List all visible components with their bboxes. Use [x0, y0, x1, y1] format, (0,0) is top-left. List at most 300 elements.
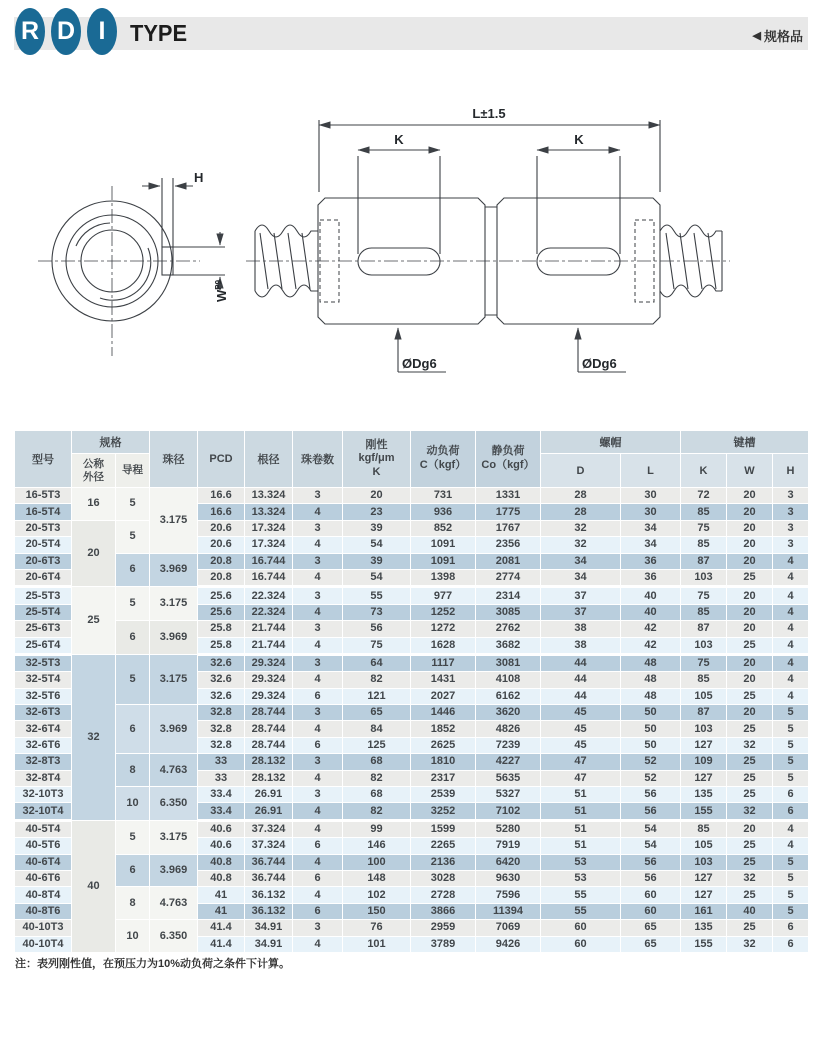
col-header-nut: 螺帽 [541, 431, 681, 454]
rigidity-cell: 84 [343, 721, 411, 737]
table-row [15, 820, 809, 837]
c-cell: 1628 [411, 637, 476, 654]
co-cell: 1767 [476, 520, 541, 536]
co-cell: 5635 [476, 770, 541, 786]
ball-dia-cell: 3.175 [150, 654, 198, 704]
circuits-cell: 4 [293, 569, 343, 586]
kw-cell: 40 [727, 903, 773, 919]
l-cell: 30 [621, 504, 681, 520]
circuits-cell: 4 [293, 721, 343, 737]
table-row [15, 587, 809, 604]
col-header-l: L [621, 454, 681, 488]
co-cell: 3085 [476, 604, 541, 620]
co-cell: 6162 [476, 688, 541, 704]
model-cell: 32-8T3 [15, 754, 72, 770]
l-cell: 40 [621, 587, 681, 604]
kw-cell: 20 [727, 504, 773, 520]
root-cell: 34.91 [245, 920, 293, 936]
circuits-cell: 3 [293, 787, 343, 803]
spec-table-head [15, 431, 809, 488]
rigidity-cell: 121 [343, 688, 411, 704]
co-cell: 11394 [476, 903, 541, 919]
ball-dia-cell: 6.350 [150, 787, 198, 821]
rigidity-cell: 75 [343, 637, 411, 654]
outer-dia-cell: 20 [72, 520, 116, 587]
model-cell: 20-6T4 [15, 569, 72, 586]
c-cell: 1252 [411, 604, 476, 620]
rigidity-cell: 73 [343, 604, 411, 620]
root-cell: 36.132 [245, 887, 293, 903]
kw-cell: 32 [727, 870, 773, 886]
k-cell: 87 [681, 553, 727, 569]
circuits-cell: 3 [293, 754, 343, 770]
kw-cell: 25 [727, 770, 773, 786]
c-cell: 1599 [411, 820, 476, 837]
rigidity-cell: 82 [343, 770, 411, 786]
k-cell: 103 [681, 637, 727, 654]
c-cell: 1852 [411, 721, 476, 737]
k-cell: 75 [681, 654, 727, 671]
col-header-root-dia: 根径 [245, 431, 293, 488]
k-cell: 109 [681, 754, 727, 770]
model-cell: 20-5T3 [15, 520, 72, 536]
circuits-cell: 4 [293, 803, 343, 820]
logo-letter-r: R [15, 8, 45, 55]
k-cell: 85 [681, 820, 727, 837]
model-cell: 40-6T4 [15, 854, 72, 870]
model-cell: 32-5T6 [15, 688, 72, 704]
d-cell: 44 [541, 672, 621, 688]
d-cell: 37 [541, 587, 621, 604]
rigidity-cell: 146 [343, 838, 411, 854]
d-cell: 45 [541, 705, 621, 721]
k-cell: 85 [681, 537, 727, 553]
co-cell: 4108 [476, 672, 541, 688]
col-header-w: W [727, 454, 773, 488]
lead-cell: 8 [116, 887, 150, 920]
k-dimension-left [358, 150, 440, 254]
l-cell: 36 [621, 553, 681, 569]
pcd-cell: 16.6 [198, 488, 245, 504]
spec-category-tag [753, 26, 803, 45]
pcd-cell: 20.6 [198, 520, 245, 536]
pcd-cell: 32.8 [198, 721, 245, 737]
k-cell: 103 [681, 721, 727, 737]
d-cell: 28 [541, 504, 621, 520]
co-cell: 5280 [476, 820, 541, 837]
table-row [15, 488, 809, 504]
pcd-cell: 20.6 [198, 537, 245, 553]
c-cell: 1091 [411, 553, 476, 569]
co-cell: 7596 [476, 887, 541, 903]
kw-cell: 25 [727, 721, 773, 737]
model-cell: 20-5T4 [15, 537, 72, 553]
page-title: TYPE [130, 20, 188, 46]
w-cell: 4 [773, 637, 809, 654]
lead-cell: 10 [116, 920, 150, 953]
d-cell: 51 [541, 838, 621, 854]
kw-cell: 25 [727, 637, 773, 654]
d-cell: 55 [541, 903, 621, 919]
root-cell: 28.744 [245, 705, 293, 721]
d-cell: 32 [541, 537, 621, 553]
table-row [15, 920, 809, 936]
w-cell: 4 [773, 688, 809, 704]
kw-cell: 20 [727, 672, 773, 688]
rigidity-cell: 125 [343, 737, 411, 753]
w-cell: 5 [773, 903, 809, 919]
ball-dia-cell: 6.350 [150, 920, 198, 953]
ball-dia-cell: 4.763 [150, 887, 198, 920]
co-cell: 7239 [476, 737, 541, 753]
w-cell: 5 [773, 721, 809, 737]
pcd-cell: 40.8 [198, 854, 245, 870]
rigidity-cell: 39 [343, 520, 411, 536]
circuits-cell: 3 [293, 520, 343, 536]
rigidity-cell: 55 [343, 587, 411, 604]
l-cell: 48 [621, 672, 681, 688]
rigidity-cell: 20 [343, 488, 411, 504]
w-cell: 4 [773, 621, 809, 637]
lead-cell: 8 [116, 754, 150, 787]
pcd-cell: 41.4 [198, 936, 245, 952]
w-cell: 5 [773, 887, 809, 903]
model-cell: 40-10T3 [15, 920, 72, 936]
model-cell: 16-5T3 [15, 488, 72, 504]
k-cell: 85 [681, 672, 727, 688]
pcd-cell: 20.8 [198, 553, 245, 569]
kw-cell: 25 [727, 854, 773, 870]
col-header-pcd: PCD [198, 431, 245, 488]
circuits-cell: 6 [293, 870, 343, 886]
table-row [15, 787, 809, 803]
d-cell: 51 [541, 787, 621, 803]
rigidity-cell: 54 [343, 569, 411, 586]
root-cell: 36.744 [245, 870, 293, 886]
circuits-cell: 4 [293, 504, 343, 520]
model-cell: 32-5T3 [15, 654, 72, 671]
d-cell: 53 [541, 870, 621, 886]
l-cell: 50 [621, 737, 681, 753]
w-cell: 5 [773, 854, 809, 870]
circuits-cell: 4 [293, 854, 343, 870]
root-cell: 22.324 [245, 604, 293, 620]
ball-dia-cell: 3.969 [150, 621, 198, 655]
outer-dia-cell: 40 [72, 820, 116, 952]
rigidity-cell: 54 [343, 537, 411, 553]
rigidity-cell: 82 [343, 672, 411, 688]
ball-dia-cell: 3.175 [150, 820, 198, 854]
k-cell: 85 [681, 504, 727, 520]
left-triangle-icon: ◀ [752, 30, 761, 42]
outer-dia-cell: 16 [72, 488, 116, 521]
table-row [15, 621, 809, 637]
lead-cell: 5 [116, 587, 150, 621]
w-cell: 6 [773, 936, 809, 952]
k-cell: 127 [681, 870, 727, 886]
pcd-cell: 16.6 [198, 504, 245, 520]
pcd-cell: 25.8 [198, 621, 245, 637]
spec-table-body [15, 488, 809, 953]
w-cell: 4 [773, 587, 809, 604]
w-cell: 4 [773, 553, 809, 569]
root-cell: 28.744 [245, 721, 293, 737]
pcd-cell: 32.8 [198, 705, 245, 721]
logo-letter-d: D [51, 8, 81, 55]
ball-dia-cell: 3.969 [150, 705, 198, 754]
kw-cell: 20 [727, 654, 773, 671]
pcd-cell: 41.4 [198, 920, 245, 936]
w-cell: 5 [773, 770, 809, 786]
table-row [15, 854, 809, 870]
circuits-cell: 6 [293, 903, 343, 919]
circuits-cell: 3 [293, 488, 343, 504]
k-dimension-right [537, 150, 620, 254]
rigidity-cell: 56 [343, 621, 411, 637]
dia-label-right: ØDg6 [582, 356, 617, 371]
c-cell: 1431 [411, 672, 476, 688]
model-cell: 32-5T4 [15, 672, 72, 688]
rigidity-cell: 68 [343, 787, 411, 803]
model-cell: 25-5T3 [15, 587, 72, 604]
ball-dia-cell: 4.763 [150, 754, 198, 787]
kw-cell: 25 [727, 887, 773, 903]
kw-cell: 32 [727, 936, 773, 952]
k-cell: 135 [681, 920, 727, 936]
model-cell: 40-10T4 [15, 936, 72, 952]
kw-cell: 20 [727, 705, 773, 721]
co-cell: 1331 [476, 488, 541, 504]
spec-table [14, 430, 809, 953]
root-cell: 29.324 [245, 672, 293, 688]
kw-cell: 25 [727, 787, 773, 803]
co-cell: 1775 [476, 504, 541, 520]
spec-tag-text: 规格品 [763, 29, 803, 44]
kw-cell: 32 [727, 803, 773, 820]
model-cell: 32-6T6 [15, 737, 72, 753]
kw-cell: 20 [727, 537, 773, 553]
outer-dia-cell: 32 [72, 654, 116, 820]
co-cell: 2774 [476, 569, 541, 586]
circuits-cell: 4 [293, 537, 343, 553]
lead-cell: 6 [116, 621, 150, 655]
pcd-cell: 33 [198, 754, 245, 770]
kw-cell: 20 [727, 604, 773, 620]
pcd-cell: 40.8 [198, 870, 245, 886]
w-cell: 6 [773, 803, 809, 820]
root-cell: 13.324 [245, 504, 293, 520]
circuits-cell: 3 [293, 920, 343, 936]
rigidity-cell: 150 [343, 903, 411, 919]
lead-cell: 6 [116, 705, 150, 754]
root-cell: 28.132 [245, 770, 293, 786]
w-cell: 3 [773, 520, 809, 536]
d-cell: 32 [541, 520, 621, 536]
circuits-cell: 3 [293, 705, 343, 721]
k-cell: 105 [681, 838, 727, 854]
d-cell: 28 [541, 488, 621, 504]
kw-cell: 20 [727, 621, 773, 637]
l-cell: 65 [621, 920, 681, 936]
kw-cell: 20 [727, 488, 773, 504]
k-cell: 155 [681, 936, 727, 952]
l-cell: 34 [621, 520, 681, 536]
co-cell: 3620 [476, 705, 541, 721]
d-cell: 51 [541, 803, 621, 820]
rigidity-cell: 148 [343, 870, 411, 886]
circuits-cell: 6 [293, 838, 343, 854]
co-cell: 7919 [476, 838, 541, 854]
model-cell: 25-5T4 [15, 604, 72, 620]
l-cell: 60 [621, 887, 681, 903]
rigidity-cell: 99 [343, 820, 411, 837]
pcd-cell: 33 [198, 770, 245, 786]
pcd-cell: 41 [198, 887, 245, 903]
c-cell: 2959 [411, 920, 476, 936]
col-header-spec: 规格 [72, 431, 150, 454]
pcd-cell: 25.8 [198, 637, 245, 654]
ball-dia-cell: 3.175 [150, 488, 198, 554]
c-cell: 2539 [411, 787, 476, 803]
l-cell: 54 [621, 820, 681, 837]
w-cell: 4 [773, 672, 809, 688]
root-cell: 37.324 [245, 820, 293, 837]
pcd-cell: 32.6 [198, 654, 245, 671]
co-cell: 7102 [476, 803, 541, 820]
d-cell: 53 [541, 854, 621, 870]
k-cell: 87 [681, 705, 727, 721]
pcd-cell: 32.8 [198, 737, 245, 753]
rdi-logo [15, 8, 117, 55]
table-row [15, 754, 809, 770]
d-cell: 55 [541, 887, 621, 903]
c-cell: 1810 [411, 754, 476, 770]
w-dim-label: $W^{P9}$ [214, 279, 229, 302]
l-cell: 42 [621, 621, 681, 637]
l-cell: 56 [621, 854, 681, 870]
lead-cell: 6 [116, 854, 150, 887]
l-cell: 60 [621, 903, 681, 919]
table-row [15, 520, 809, 536]
circuits-cell: 6 [293, 737, 343, 753]
w-cell: 4 [773, 604, 809, 620]
kw-cell: 32 [727, 737, 773, 753]
kw-cell: 25 [727, 754, 773, 770]
rigidity-cell: 100 [343, 854, 411, 870]
w-cell: 3 [773, 488, 809, 504]
circuits-cell: 4 [293, 820, 343, 837]
k-cell: 72 [681, 488, 727, 504]
d-cell: 60 [541, 920, 621, 936]
model-cell: 40-6T6 [15, 870, 72, 886]
w-cell: 3 [773, 504, 809, 520]
rigidity-cell: 39 [343, 553, 411, 569]
d-cell: 60 [541, 936, 621, 952]
ball-dia-cell: 3.175 [150, 587, 198, 621]
root-cell: 29.324 [245, 654, 293, 671]
co-cell: 4227 [476, 754, 541, 770]
c-cell: 2625 [411, 737, 476, 753]
circuits-cell: 3 [293, 654, 343, 671]
pcd-cell: 20.8 [198, 569, 245, 586]
c-cell: 2136 [411, 854, 476, 870]
l-cell: 50 [621, 705, 681, 721]
c-cell: 2265 [411, 838, 476, 854]
l-dim-label: L±1.5 [472, 106, 506, 121]
pcd-cell: 40.6 [198, 820, 245, 837]
k-cell: 127 [681, 737, 727, 753]
w-cell: 4 [773, 569, 809, 586]
d-cell: 38 [541, 621, 621, 637]
w-cell: 5 [773, 870, 809, 886]
root-cell: 26.91 [245, 787, 293, 803]
circuits-cell: 3 [293, 553, 343, 569]
d-cell: 47 [541, 770, 621, 786]
d-cell: 34 [541, 553, 621, 569]
root-cell: 17.324 [245, 537, 293, 553]
co-cell: 9630 [476, 870, 541, 886]
d-cell: 34 [541, 569, 621, 586]
root-cell: 28.132 [245, 754, 293, 770]
col-header-model: 型号 [15, 431, 72, 488]
h-dimension [142, 178, 193, 247]
rigidity-cell: 68 [343, 754, 411, 770]
l-cell: 48 [621, 654, 681, 671]
d-cell: 37 [541, 604, 621, 620]
circuits-cell: 4 [293, 637, 343, 654]
w-cell: 6 [773, 787, 809, 803]
co-cell: 2356 [476, 537, 541, 553]
root-cell: 26.91 [245, 803, 293, 820]
kw-cell: 25 [727, 569, 773, 586]
root-cell: 36.132 [245, 903, 293, 919]
c-cell: 2317 [411, 770, 476, 786]
co-cell: 2762 [476, 621, 541, 637]
d-cell: 45 [541, 721, 621, 737]
k-cell: 127 [681, 887, 727, 903]
c-cell: 1117 [411, 654, 476, 671]
l-cell: 48 [621, 688, 681, 704]
k-dim-label-left: K [394, 132, 404, 147]
model-cell: 25-6T4 [15, 637, 72, 654]
table-row [15, 887, 809, 903]
c-cell: 1446 [411, 705, 476, 721]
circuits-cell: 4 [293, 887, 343, 903]
c-cell: 936 [411, 504, 476, 520]
d-cell: 51 [541, 820, 621, 837]
lead-cell: 5 [116, 820, 150, 854]
l-cell: 56 [621, 870, 681, 886]
w-cell: 4 [773, 820, 809, 837]
model-cell: 32-10T4 [15, 803, 72, 820]
root-cell: 37.324 [245, 838, 293, 854]
co-cell: 3081 [476, 654, 541, 671]
table-note: 注：表列刚性值，在预压力为10%动负荷之条件下计算。 [15, 958, 291, 970]
lead-cell: 5 [116, 488, 150, 521]
c-cell: 977 [411, 587, 476, 604]
co-cell: 9426 [476, 936, 541, 952]
rigidity-cell: 102 [343, 887, 411, 903]
pcd-cell: 25.6 [198, 587, 245, 604]
k-cell: 75 [681, 587, 727, 604]
col-header-static-load: 静负荷 Co（kgf） [476, 431, 541, 488]
c-cell: 1398 [411, 569, 476, 586]
w-cell: 5 [773, 737, 809, 753]
d-cell: 45 [541, 737, 621, 753]
model-cell: 40-8T6 [15, 903, 72, 919]
k-cell: 135 [681, 787, 727, 803]
root-cell: 28.744 [245, 737, 293, 753]
